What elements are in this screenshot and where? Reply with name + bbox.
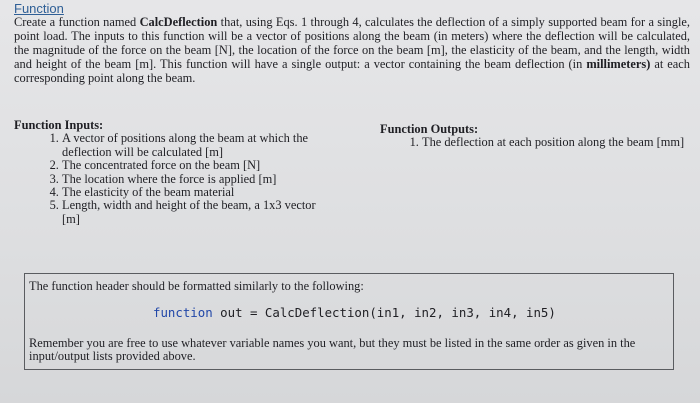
inputs-title: Function Inputs: bbox=[14, 118, 104, 132]
intro-text-3: at each corresponding point along the beam. bbox=[14, 56, 690, 85]
input-item: 2. The concentrated force on the beam [N] bbox=[62, 159, 334, 172]
intro-text-1: Create a function named bbox=[14, 15, 140, 29]
input-item: 3. The location where the force is applied [m] bbox=[62, 173, 334, 186]
inputs-list bbox=[14, 132, 334, 226]
input-item: 5. Length, width and height of the beam, a 1x3 vector [m] bbox=[62, 199, 334, 226]
outputs-title: Function Outputs: bbox=[380, 122, 479, 136]
code-keyword: function bbox=[153, 305, 213, 320]
output-item: 1. The deflection at each position along the beam [mm] bbox=[422, 136, 690, 149]
function-header-code bbox=[153, 305, 556, 320]
intro-paragraph bbox=[14, 16, 690, 86]
unit-emphasis: millimeters) bbox=[586, 56, 651, 71]
function-name: CalcDeflection bbox=[139, 15, 218, 29]
outputs-list bbox=[380, 136, 690, 149]
header-instruction: The function header should be formatted similarly to the following: bbox=[29, 279, 364, 293]
input-item: 4. The elasticity of the beam material bbox=[62, 186, 334, 199]
section-heading: Function bbox=[14, 1, 64, 16]
function-inputs bbox=[14, 119, 334, 226]
intro-text-2: that, using Eqs. 1 through 4, calculates the deflection of a simply supported beam for a single, point load. The inputs to this function will be a vector of positions along the beam (in meters) where the deflection will be calculated, the magnitude of the force on the beam [N], the location of the force on the beam [m], the elasticity of the beam, and the length, width and height of the beam [m]. This function will have a single output: a vector containing the beam deflection (in bbox=[14, 15, 690, 71]
naming-note: Remember you are free to use whatever variable names you want, but they must be listed in the same order as given in the input/output lists provided above. bbox=[29, 336, 636, 364]
input-item: 1. A vector of positions along the beam at which the deflection will be calculated [m] bbox=[62, 132, 334, 159]
function-header-box bbox=[24, 273, 674, 370]
code-signature: out = CalcDeflection(in1, in2, in3, in4, in5) bbox=[212, 305, 556, 320]
function-outputs bbox=[380, 123, 690, 150]
